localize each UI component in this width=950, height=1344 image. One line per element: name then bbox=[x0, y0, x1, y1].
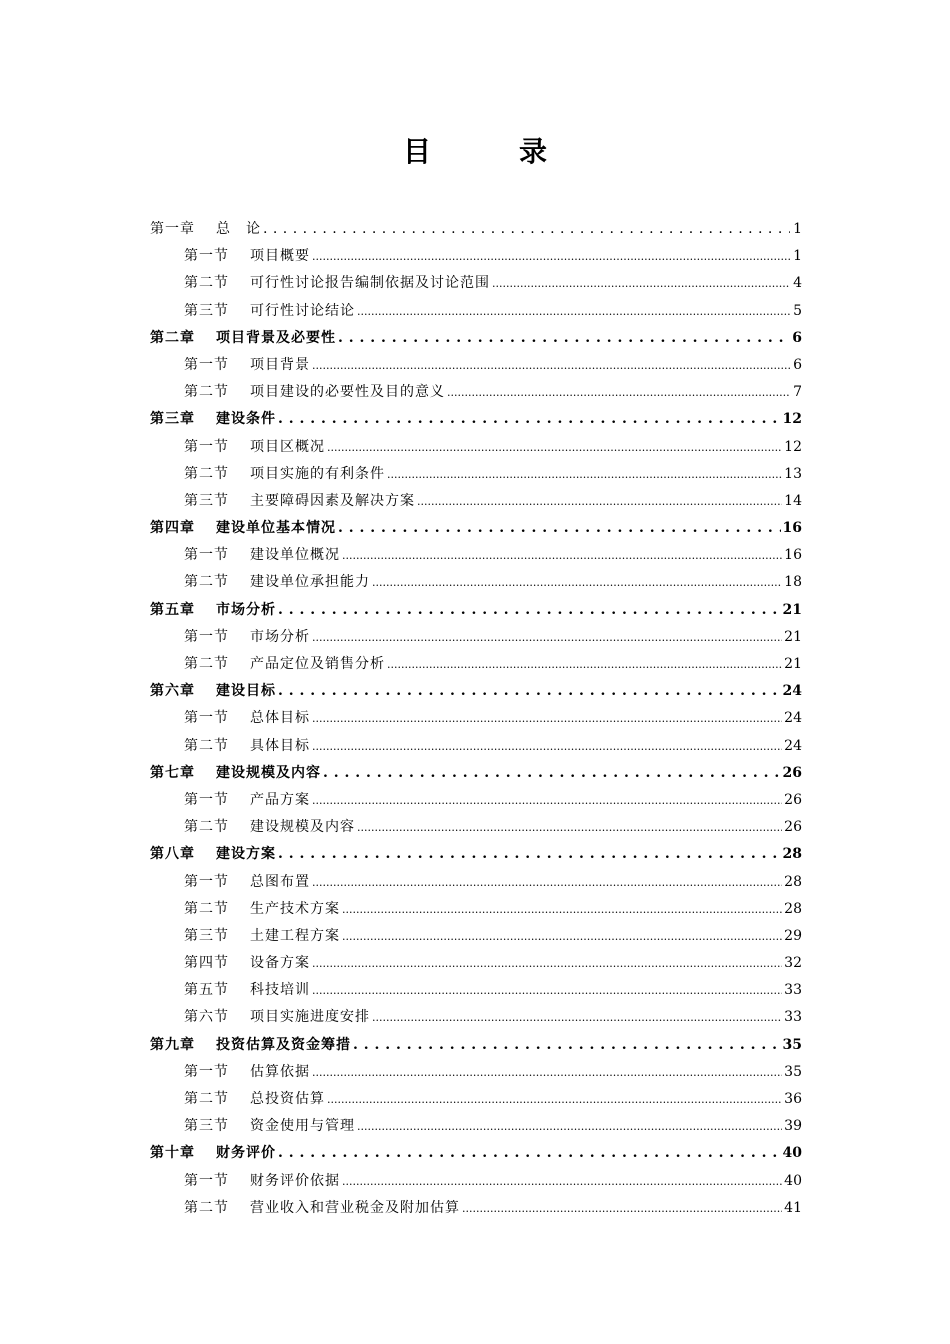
toc-chapter-entry[interactable] bbox=[150, 408, 802, 435]
section-title: 项目背景 bbox=[250, 356, 310, 373]
dot-leader bbox=[353, 1037, 781, 1053]
toc-section-entry[interactable] bbox=[150, 544, 802, 571]
chapter-number: 第六章 bbox=[150, 683, 195, 700]
section-title: 生产技术方案 bbox=[250, 900, 340, 917]
toc-section-entry[interactable] bbox=[150, 1170, 802, 1197]
section-number: 第二节 bbox=[184, 737, 229, 754]
chapter-number: 第七章 bbox=[150, 764, 195, 781]
page-number: 21 bbox=[784, 656, 802, 672]
page-number: 24 bbox=[782, 683, 802, 700]
section-number: 第五节 bbox=[184, 982, 229, 999]
dot-leader bbox=[312, 357, 790, 373]
toc-section-entry[interactable] bbox=[150, 707, 802, 734]
page-number: 16 bbox=[784, 547, 802, 564]
dot-leader bbox=[278, 683, 781, 699]
chapter-title: 市场分析 bbox=[216, 601, 276, 618]
section-title: 主要障碍因素及解决方案 bbox=[250, 492, 415, 509]
chapter-number: 第十章 bbox=[150, 1145, 195, 1162]
section-title: 建设单位承担能力 bbox=[250, 574, 370, 591]
section-title: 产品定位及销售分析 bbox=[250, 656, 385, 672]
page-number: 29 bbox=[784, 927, 802, 944]
page-number: 13 bbox=[784, 465, 802, 482]
page-number: 40 bbox=[782, 1145, 802, 1162]
chapter-title: 建设目标 bbox=[216, 683, 276, 700]
section-number: 第一节 bbox=[184, 438, 229, 455]
dot-leader bbox=[263, 221, 790, 237]
page-number: 26 bbox=[784, 791, 802, 808]
dot-leader bbox=[312, 629, 782, 645]
section-title: 总投资估算 bbox=[250, 1091, 325, 1107]
section-title: 项目概要 bbox=[250, 248, 310, 265]
dot-leader bbox=[447, 384, 790, 400]
page-number: 35 bbox=[782, 1036, 802, 1053]
toc-section-entry[interactable] bbox=[150, 300, 802, 327]
chapter-number: 第三章 bbox=[150, 411, 195, 428]
section-title: 可行性讨论结论 bbox=[250, 302, 355, 319]
page-number: 28 bbox=[782, 846, 802, 863]
section-title: 产品方案 bbox=[250, 791, 310, 808]
toc-section-entry[interactable] bbox=[150, 1088, 802, 1115]
section-number: 第二节 bbox=[184, 1091, 229, 1107]
dot-leader bbox=[372, 574, 782, 590]
dot-leader bbox=[342, 901, 782, 917]
page-number: 26 bbox=[784, 819, 802, 836]
dot-leader bbox=[312, 738, 782, 754]
section-number: 第三节 bbox=[184, 927, 229, 944]
dot-leader bbox=[312, 874, 782, 890]
dot-leader bbox=[278, 846, 781, 862]
toc-chapter-entry[interactable] bbox=[150, 843, 802, 870]
toc-section-entry[interactable] bbox=[150, 354, 802, 381]
chapter-title: 建设规模及内容 bbox=[216, 764, 321, 781]
toc-section-entry[interactable] bbox=[150, 898, 802, 925]
toc-section-entry[interactable] bbox=[150, 436, 802, 463]
page-number: 4 bbox=[793, 275, 802, 292]
section-number: 第三节 bbox=[184, 492, 229, 509]
chapter-title: 建设条件 bbox=[216, 411, 276, 428]
toc-section-entry[interactable] bbox=[150, 490, 802, 517]
section-number: 第二节 bbox=[184, 465, 229, 482]
toc-section-entry[interactable] bbox=[150, 816, 802, 843]
page-number: 35 bbox=[784, 1063, 802, 1080]
section-number: 第二节 bbox=[184, 1199, 229, 1216]
page-number: 12 bbox=[784, 438, 802, 455]
dot-leader bbox=[462, 1200, 782, 1216]
dot-leader bbox=[342, 1173, 782, 1189]
section-number: 第二节 bbox=[184, 900, 229, 917]
section-title: 项目实施的有利条件 bbox=[250, 465, 385, 482]
toc-chapter-entry[interactable] bbox=[150, 327, 802, 354]
page-title: 目 录 bbox=[402, 135, 577, 168]
toc-section-entry[interactable] bbox=[150, 735, 802, 762]
chapter-title: 项目背景及必要性 bbox=[216, 329, 336, 346]
toc-chapter-entry[interactable] bbox=[150, 1142, 802, 1169]
dot-leader bbox=[357, 303, 790, 319]
dot-leader bbox=[278, 602, 781, 618]
toc-section-entry[interactable] bbox=[150, 571, 802, 598]
page-number: 16 bbox=[782, 520, 802, 537]
page-number: 32 bbox=[784, 955, 802, 972]
chapter-number: 第四章 bbox=[150, 520, 195, 537]
section-title: 市场分析 bbox=[250, 628, 310, 645]
dot-leader bbox=[338, 520, 781, 536]
page-number: 28 bbox=[784, 873, 802, 890]
toc-section-entry[interactable] bbox=[150, 1006, 802, 1033]
page-number: 12 bbox=[782, 411, 802, 428]
toc-section-entry[interactable] bbox=[150, 626, 802, 653]
toc-chapter-entry[interactable] bbox=[150, 599, 802, 626]
section-title: 设备方案 bbox=[250, 955, 310, 972]
toc-section-entry[interactable] bbox=[150, 272, 802, 299]
dot-leader bbox=[342, 547, 782, 563]
section-title: 科技培训 bbox=[250, 982, 310, 999]
toc-section-entry[interactable] bbox=[150, 789, 802, 816]
section-title: 资金使用与管理 bbox=[250, 1118, 355, 1135]
section-title: 营业收入和营业税金及附加估算 bbox=[250, 1199, 460, 1216]
section-number: 第一节 bbox=[184, 791, 229, 808]
section-number: 第二节 bbox=[184, 275, 229, 292]
page-number: 36 bbox=[784, 1091, 802, 1107]
toc-section-entry[interactable] bbox=[150, 463, 802, 490]
section-number: 第三节 bbox=[184, 302, 229, 319]
page-number: 18 bbox=[784, 574, 802, 591]
toc-section-entry[interactable] bbox=[150, 1115, 802, 1142]
dot-leader bbox=[338, 330, 790, 346]
toc-section-entry[interactable] bbox=[150, 381, 802, 408]
section-number: 第一节 bbox=[184, 547, 229, 564]
dot-leader bbox=[312, 710, 782, 726]
dot-leader bbox=[312, 792, 782, 808]
dot-leader bbox=[342, 928, 782, 944]
page-number: 39 bbox=[784, 1118, 802, 1135]
dot-leader bbox=[278, 411, 781, 427]
page-number: 1 bbox=[793, 221, 802, 237]
section-title: 项目建设的必要性及目的意义 bbox=[250, 384, 445, 401]
toc-section-entry[interactable] bbox=[150, 952, 802, 979]
section-number: 第二节 bbox=[184, 384, 229, 401]
section-title: 估算依据 bbox=[250, 1063, 310, 1080]
dot-leader bbox=[387, 466, 782, 482]
toc-section-entry[interactable] bbox=[150, 925, 802, 952]
dot-leader bbox=[492, 275, 790, 291]
dot-leader bbox=[312, 1064, 782, 1080]
section-title: 土建工程方案 bbox=[250, 927, 340, 944]
chapter-number: 第九章 bbox=[150, 1036, 195, 1053]
section-number: 第三节 bbox=[184, 1118, 229, 1135]
toc-section-entry[interactable] bbox=[150, 653, 802, 680]
toc-chapter-entry[interactable] bbox=[150, 1034, 802, 1061]
section-number: 第一节 bbox=[184, 873, 229, 890]
chapter-title: 建设方案 bbox=[216, 846, 276, 863]
section-title: 财务评价依据 bbox=[250, 1172, 340, 1189]
page-number: 7 bbox=[793, 384, 802, 401]
dot-leader bbox=[357, 1118, 782, 1134]
chapter-title: 投资估算及资金筹措 bbox=[216, 1036, 351, 1053]
section-number: 第一节 bbox=[184, 248, 229, 265]
page-number: 33 bbox=[784, 982, 802, 999]
chapter-number: 第二章 bbox=[150, 329, 195, 346]
dot-leader bbox=[312, 982, 782, 998]
section-number: 第一节 bbox=[184, 1063, 229, 1080]
page-number: 6 bbox=[793, 356, 802, 373]
toc-section-entry[interactable] bbox=[150, 245, 802, 272]
section-number: 第一节 bbox=[184, 356, 229, 373]
page-number: 6 bbox=[792, 329, 802, 346]
dot-leader bbox=[278, 1145, 781, 1161]
page-number: 24 bbox=[784, 737, 802, 754]
section-number: 第一节 bbox=[184, 628, 229, 645]
toc-chapter-entry[interactable] bbox=[150, 517, 802, 544]
chapter-title: 财务评价 bbox=[216, 1145, 276, 1162]
dot-leader bbox=[387, 656, 782, 672]
dot-leader bbox=[327, 1091, 782, 1107]
section-title: 建设规模及内容 bbox=[250, 819, 355, 836]
chapter-title: 建设单位基本情况 bbox=[216, 520, 336, 537]
dot-leader bbox=[372, 1009, 782, 1025]
toc-section-entry[interactable] bbox=[150, 1061, 802, 1088]
toc-chapter-entry[interactable] bbox=[150, 680, 802, 707]
section-number: 第一节 bbox=[184, 1172, 229, 1189]
toc-chapter-entry[interactable] bbox=[150, 218, 802, 245]
page-number: 28 bbox=[784, 900, 802, 917]
page-number: 40 bbox=[784, 1172, 802, 1189]
page-number: 5 bbox=[793, 302, 802, 319]
section-number: 第二节 bbox=[184, 819, 229, 836]
section-number: 第六节 bbox=[184, 1009, 229, 1026]
page-number: 1 bbox=[793, 248, 802, 265]
page-number: 41 bbox=[784, 1199, 802, 1216]
toc-chapter-entry[interactable] bbox=[150, 762, 802, 789]
dot-leader bbox=[417, 493, 782, 509]
page-number: 24 bbox=[784, 710, 802, 727]
chapter-number: 第一章 bbox=[150, 221, 195, 237]
page-number: 33 bbox=[784, 1009, 802, 1026]
dot-leader bbox=[357, 819, 782, 835]
section-title: 项目实施进度安排 bbox=[250, 1009, 370, 1026]
section-title: 具体目标 bbox=[250, 737, 310, 754]
chapter-title: 总 论 bbox=[216, 221, 261, 237]
page-number: 26 bbox=[782, 764, 802, 781]
chapter-number: 第五章 bbox=[150, 601, 195, 618]
page-number: 21 bbox=[784, 628, 802, 645]
section-number: 第二节 bbox=[184, 574, 229, 591]
table-of-contents bbox=[150, 218, 802, 1224]
dot-leader bbox=[312, 955, 782, 971]
section-title: 总图布置 bbox=[250, 873, 310, 890]
toc-section-entry[interactable] bbox=[150, 1197, 802, 1224]
page-number: 21 bbox=[782, 601, 802, 618]
dot-leader bbox=[327, 439, 782, 455]
dot-leader bbox=[312, 248, 790, 264]
dot-leader bbox=[323, 765, 781, 781]
section-title: 总体目标 bbox=[250, 710, 310, 727]
section-number: 第一节 bbox=[184, 710, 229, 727]
toc-section-entry[interactable] bbox=[150, 871, 802, 898]
section-number: 第二节 bbox=[184, 656, 229, 672]
section-title: 项目区概况 bbox=[250, 438, 325, 455]
toc-section-entry[interactable] bbox=[150, 979, 802, 1006]
page-number: 14 bbox=[784, 492, 802, 509]
chapter-number: 第八章 bbox=[150, 846, 195, 863]
section-title: 建设单位概况 bbox=[250, 547, 340, 564]
section-title: 可行性讨论报告编制依据及讨论范围 bbox=[250, 275, 490, 292]
section-number: 第四节 bbox=[184, 955, 229, 972]
